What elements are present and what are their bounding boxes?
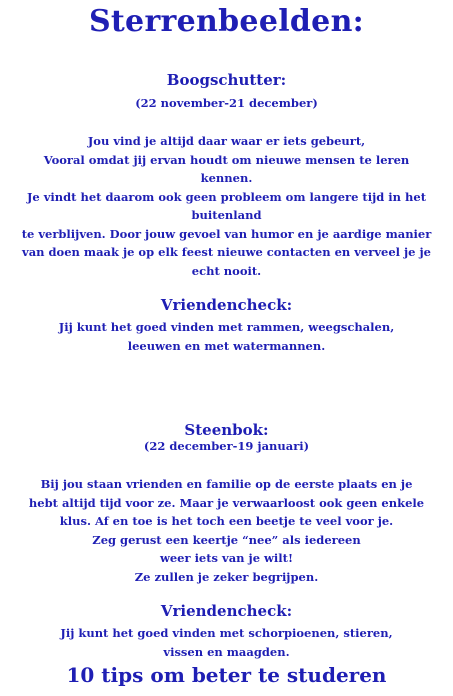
description-line: buitenland (191, 208, 262, 222)
description-line: Je vindt het daarom ook geen probleem om langere tijd in het (26, 189, 427, 204)
description-line: van doen maak je op elk feest nieuwe contacten en verveel je je (22, 245, 431, 259)
friend-check-title-boogschutter: Vriendencheck: (160, 296, 293, 314)
check-line: Jij kunt het goed vinden met rammen, weegschalen, (58, 320, 395, 334)
friend-check-title-steenbok: Vriendencheck: (160, 602, 293, 620)
tips-heading: 10 tips om beter te studeren (66, 663, 387, 687)
description-line: hebt altijd tijd voor ze. Maar je verwaarloost ook geen enkele (28, 495, 425, 510)
description-line: echt nooit. (191, 263, 262, 278)
friend-check-text-boogschutter (0, 318, 453, 355)
description-line: Zeg gerust een keertje “nee” als iedereen (92, 532, 361, 547)
description-line: Ze zullen je zeker begrijpen. (134, 569, 319, 584)
sign-title-boogschutter: Boogschutter: (166, 71, 287, 89)
friend-check-text-steenbok (0, 624, 453, 661)
page-title: Sterrenbeelden: (88, 4, 365, 39)
description-line: kennen. (200, 171, 253, 185)
check-line: vissen en maagden. (163, 644, 290, 659)
sign-description-steenbok (0, 475, 453, 586)
description-line: klus. Af en toe is het toch een beetje te veel voor je. (59, 514, 394, 528)
sign-title-steenbok: Steenbok: (184, 421, 269, 439)
description-line: weer iets van je wilt! (159, 551, 294, 565)
check-line: Jij kunt het goed vinden met schorpioenen, stieren, (60, 626, 393, 640)
sign-dates-steenbok: (22 december-19 januari) (143, 439, 310, 453)
description-line: Vooral omdat jij ervan houdt om nieuwe mensen te leren (43, 152, 410, 167)
sign-dates-boogschutter: (22 november-21 december) (135, 96, 318, 110)
description-line: Bij jou staan vrienden en familie op de eerste plaats en je (40, 477, 413, 491)
check-line: leeuwen en met watermannen. (127, 338, 326, 353)
sign-description-boogschutter (0, 132, 453, 280)
description-line: Jou vind je altijd daar waar er iets gebeurt, (87, 134, 366, 148)
description-line: te verblijven. Door jouw gevoel van humor en je aardige manier (21, 226, 432, 241)
